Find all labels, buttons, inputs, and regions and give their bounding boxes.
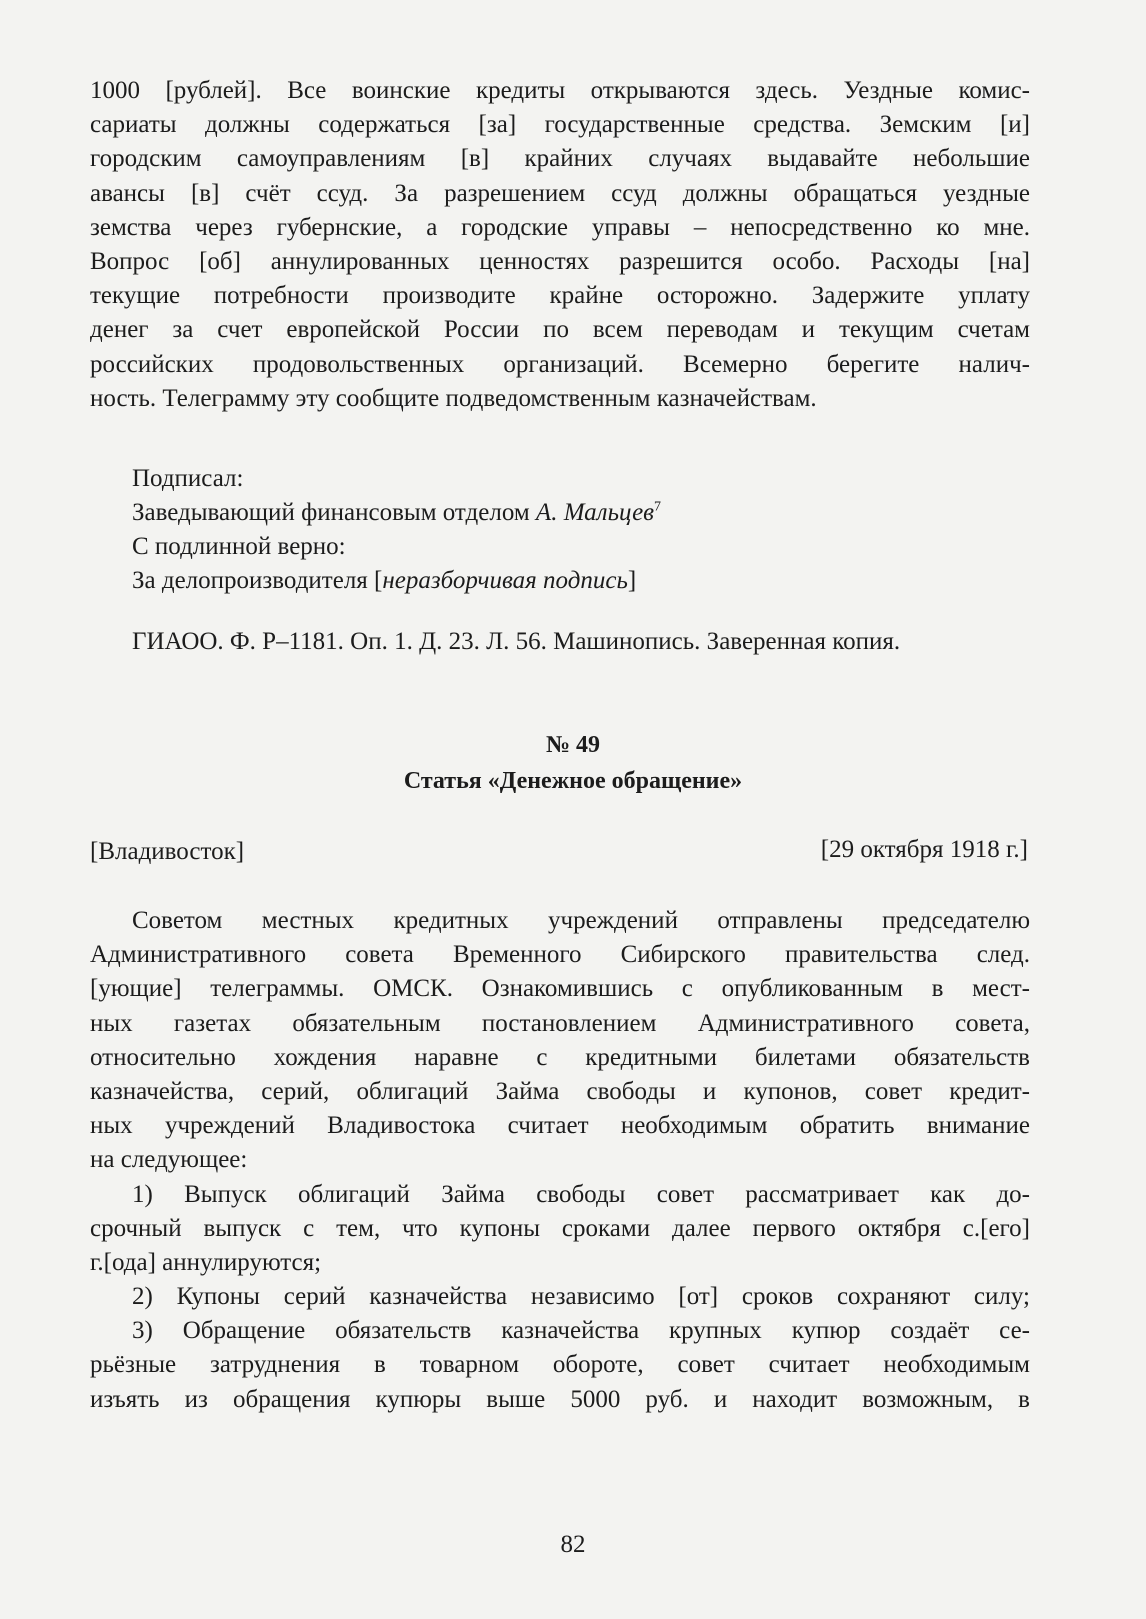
certified-label: С подлинной верно:: [132, 533, 346, 560]
footnote-mark: 7: [654, 499, 662, 515]
text-line: 1) Выпуск облигаций Займа свободы совет рассматривает как до-: [132, 1180, 1030, 1208]
archive-reference: ГИАОО. Ф. Р–1181. Оп. 1. Д. 23. Л. 56. Машинопись. Заверенная копия.: [132, 628, 901, 655]
text-line: рьёзные затруднения в товарном обороте, совет считает необходимым: [90, 1351, 1030, 1379]
text-line: ность. Телеграмму эту сообщите подведомственным казначействам.: [90, 384, 817, 412]
top-paragraph: [90, 74, 1030, 416]
document-title: Статья «Денежное обращение»: [403, 768, 743, 794]
text-line: городским самоуправлениям [в] крайних случаях выдавайте небольшие: [90, 145, 1030, 173]
clerk-illegible-signature: неразборчивая подпись: [382, 567, 628, 594]
text-line: [ующие] телеграммы. ОМСК. Ознакомившись с опубликованным в мест-: [90, 975, 1030, 1003]
signatory-name: А. Мальцев: [535, 499, 655, 526]
text-line: казначейства, серий, облигаций Займа свободы и купонов, совет кредит-: [90, 1077, 1030, 1105]
clerk-line: [132, 564, 636, 598]
text-line: российских продовольственных организаций. Всемерно берегите налич-: [90, 350, 1030, 378]
page-number: 82: [560, 1531, 586, 1558]
document-date: [29 октября 1918 г.]: [820, 836, 1028, 863]
text-line: 2) Купоны серий казначейства независимо [от] сроков сохраняют силу;: [132, 1283, 1030, 1311]
text-line: изъять из обращения купюры выше 5000 руб. и находит возможным, в: [90, 1385, 1030, 1413]
text-line: г.[ода] аннулируются;: [90, 1248, 322, 1276]
text-line: на следующее:: [90, 1146, 248, 1174]
text-line: денег за счет европейской России по всем переводам и текущим счетам: [90, 316, 1030, 344]
text-line: ных учреждений Владивостока считает необходимым обратить внимание: [90, 1112, 1030, 1140]
clerk-suffix: ]: [627, 567, 637, 594]
signatory-line: [132, 496, 661, 530]
document-number: № 49: [545, 732, 601, 758]
text-line: 1000 [рублей]. Все воинские кредиты открываются здесь. Уездные комис-: [90, 77, 1030, 104]
text-line: сариаты должны содержаться [за] государственные средства. Земским [и]: [90, 111, 1030, 139]
text-line: земства через губернские, а городские управы – непосредственно ко мне.: [90, 213, 1030, 241]
document-place: [Владивосток]: [90, 838, 245, 865]
text-line: Советом местных кредитных учреждений отправлены председателю: [132, 907, 1030, 934]
text-line: ных газетах обязательным постановлением Административного совета,: [90, 1009, 1030, 1037]
text-line: относительно хождения наравне с кредитными билетами обязательств: [90, 1043, 1030, 1071]
signatory-position: Заведывающий финансовым отделом: [132, 499, 530, 526]
clerk-prefix: За делопроизводителя [: [132, 567, 383, 594]
text-line: текущие потребности производите крайне осторожно. Задержите уплату: [90, 282, 1030, 310]
signed-label: Подписал:: [132, 465, 244, 492]
text-line: Вопрос [об] аннулированных ценностях разрешится особо. Расходы [на]: [90, 247, 1030, 275]
text-line: авансы [в] счёт ссуд. За разрешением ссуд должны обращаться уездные: [90, 179, 1030, 207]
text-line: 3) Обращение обязательств казначейства крупных купюр создаёт се-: [132, 1317, 1030, 1345]
body-text: [90, 904, 1030, 1417]
text-line: срочный выпуск с тем, что купоны сроками далее первого октября с.[его]: [90, 1214, 1030, 1242]
text-line: Административного совета Временного Сибирского правительства след.: [90, 941, 1030, 969]
